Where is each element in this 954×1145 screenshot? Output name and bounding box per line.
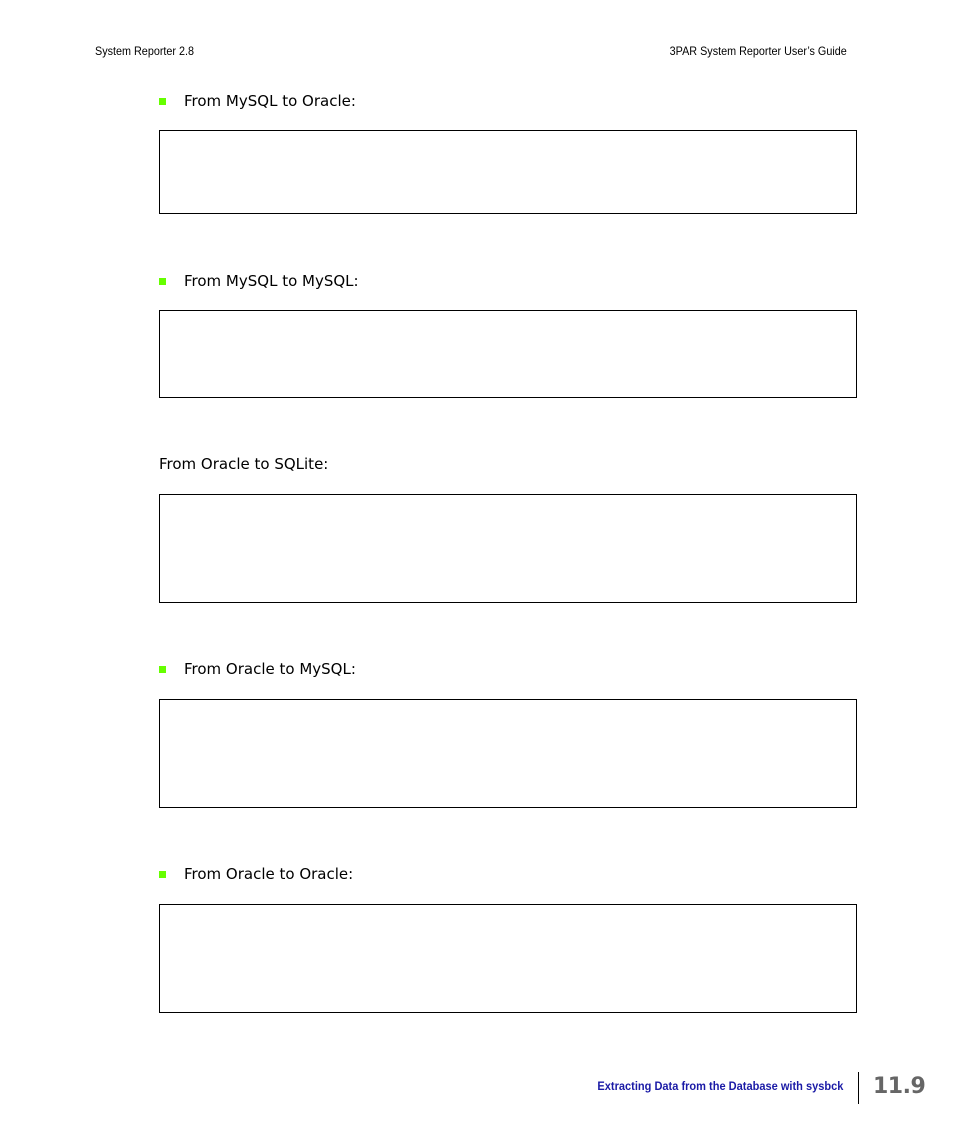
footer-divider [858, 1072, 859, 1104]
running-header-left: System Reporter 2.8 [95, 44, 195, 58]
page-number: 11.9 [873, 1074, 926, 1099]
section-oracle-to-mysql [159, 659, 356, 679]
section-label: From Oracle to Oracle: [184, 865, 354, 883]
footer-section-title: Extracting Data from the Database with sysbck [596, 1079, 843, 1093]
section-mysql-to-oracle [159, 91, 356, 111]
code-block-oracle-to-sqlite [159, 494, 857, 603]
code-block-oracle-to-oracle [159, 904, 857, 1013]
section-label: From MySQL to MySQL: [184, 272, 359, 290]
running-header-right: 3PAR System Reporter User’s Guide [669, 44, 847, 58]
code-block-mysql-to-oracle [159, 130, 857, 214]
code-block-oracle-to-mysql [159, 699, 857, 808]
section-label: From Oracle to MySQL: [184, 660, 356, 678]
section-label: From MySQL to Oracle: [184, 92, 356, 110]
code-block-mysql-to-mysql [159, 310, 857, 398]
square-bullet-icon [159, 871, 166, 878]
square-bullet-icon [159, 666, 166, 673]
square-bullet-icon [159, 278, 166, 285]
square-bullet-icon [159, 98, 166, 105]
section-oracle-to-oracle [159, 864, 353, 884]
section-mysql-to-mysql [159, 271, 359, 291]
section-label-oracle-to-sqlite: From Oracle to SQLite: [159, 455, 329, 473]
